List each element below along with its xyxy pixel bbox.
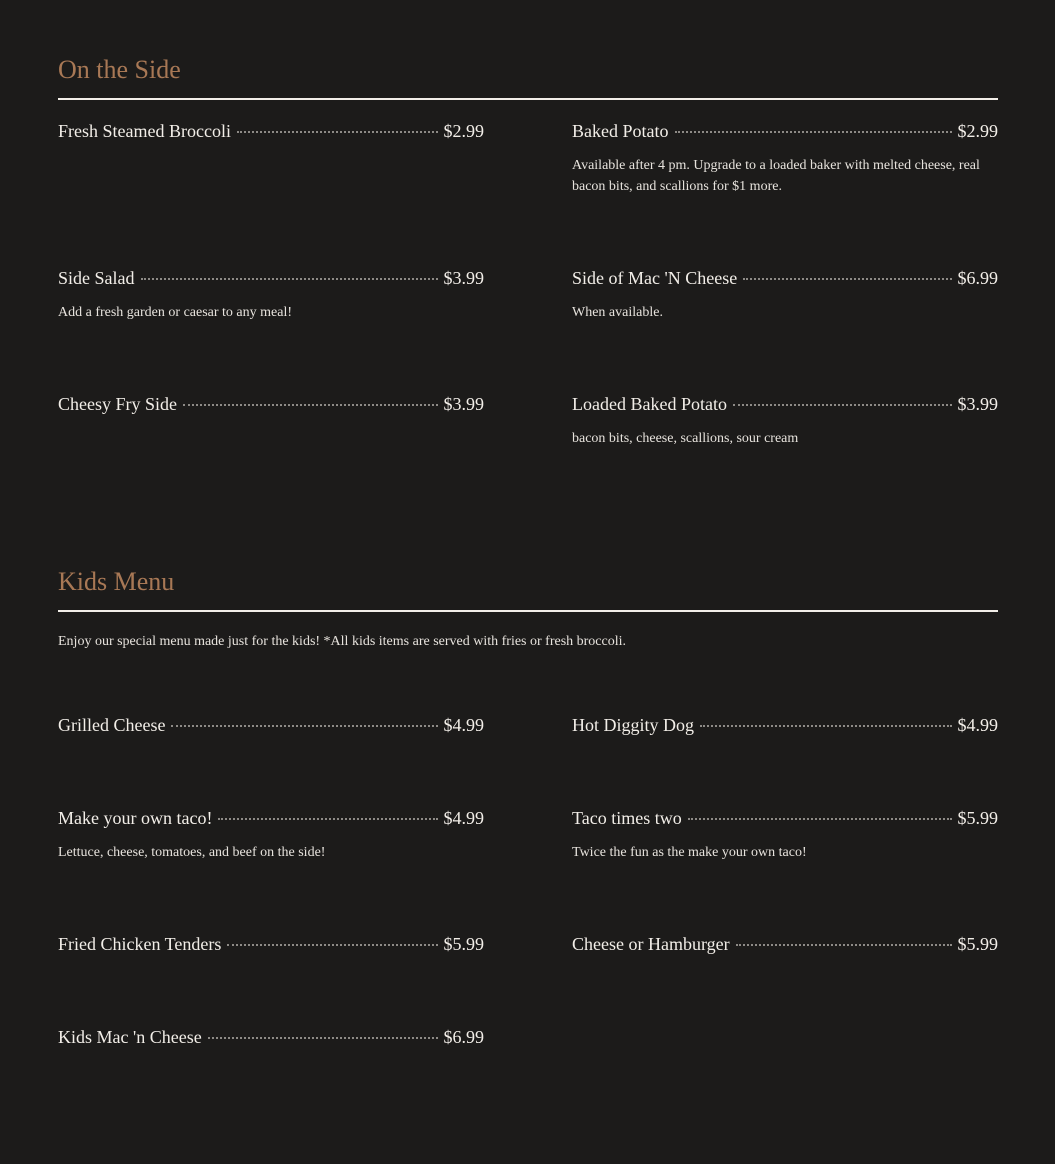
item-description: bacon bits, cheese, scallions, sour cream: [572, 431, 799, 446]
menu-item-baked-potato[interactable]: [572, 121, 998, 197]
kids-intro: Enjoy our special menu made just for the kids! *All kids items are served with fries or fresh broccoli.: [58, 634, 627, 649]
item-description: Add a fresh garden or caesar to any meal!: [58, 305, 293, 320]
item-description: Lettuce, cheese, tomatoes, and beef on the side!: [58, 845, 326, 860]
dot-leader: [183, 404, 438, 406]
menu-item-fresh-steamed-broccoli[interactable]: [58, 121, 484, 145]
menu-item-kids-mac-n-cheese[interactable]: [58, 1027, 484, 1051]
item-name: Make your own taco!: [58, 808, 213, 828]
item-price: $3.99: [957, 394, 998, 414]
menu-item-side-of-mac-n-cheese[interactable]: [572, 268, 998, 323]
item-price: $4.99: [957, 715, 998, 735]
menu-item-taco-times-two[interactable]: [572, 808, 998, 863]
dot-leader: [700, 725, 951, 727]
dot-leader: [733, 404, 952, 406]
dot-leader: [743, 278, 951, 280]
dot-leader: [227, 944, 437, 946]
item-name: Cheesy Fry Side: [58, 394, 177, 414]
item-name: Hot Diggity Dog: [572, 715, 695, 735]
item-description: Available after 4 pm. Upgrade to a loaded baker with melted cheese, real bacon bits, and scallions for $1 more.: [572, 158, 980, 194]
item-name: Baked Potato: [572, 121, 669, 141]
dot-leader: [208, 1037, 438, 1039]
item-name: Grilled Cheese: [58, 715, 166, 735]
dot-leader: [237, 131, 438, 133]
sides-title: On the Side: [58, 55, 181, 84]
item-name: Taco times two: [572, 808, 682, 828]
item-price: $3.99: [443, 268, 484, 288]
sides-section: [58, 55, 998, 485]
item-price: $4.99: [443, 808, 484, 828]
menu-item-side-salad[interactable]: [58, 268, 484, 323]
item-price: $6.99: [443, 1027, 484, 1047]
menu-item-grilled-cheese[interactable]: [58, 715, 484, 739]
menu-item-make-your-own-taco[interactable]: [58, 808, 484, 863]
kids-section: [58, 567, 998, 1087]
item-price: $2.99: [443, 121, 484, 141]
item-price: $5.99: [443, 934, 484, 954]
dot-leader: [141, 278, 438, 280]
menu-item-cheese-or-hamburger[interactable]: [572, 934, 998, 958]
item-name: Kids Mac 'n Cheese: [58, 1027, 202, 1047]
item-price: $3.99: [443, 394, 484, 414]
item-name: Loaded Baked Potato: [572, 394, 727, 414]
dot-leader: [736, 944, 952, 946]
item-name: Side Salad: [58, 268, 135, 288]
item-name: Fried Chicken Tenders: [58, 934, 222, 954]
menu-item-loaded-baked-potato[interactable]: [572, 394, 998, 449]
dot-leader: [675, 131, 952, 133]
item-price: $5.99: [957, 934, 998, 954]
item-name: Fresh Steamed Broccoli: [58, 121, 231, 141]
menu-item-fried-chicken-tenders[interactable]: [58, 934, 484, 958]
sides-divider: [58, 98, 998, 100]
item-description: When available.: [572, 305, 663, 320]
item-price: $4.99: [443, 715, 484, 735]
kids-title: Kids Menu: [58, 567, 175, 596]
dot-leader: [171, 725, 437, 727]
kids-divider: [58, 610, 998, 612]
item-price: $5.99: [957, 808, 998, 828]
item-name: Side of Mac 'N Cheese: [572, 268, 738, 288]
item-description: Twice the fun as the make your own taco!: [572, 845, 807, 860]
item-price: $2.99: [957, 121, 998, 141]
menu-item-cheesy-fry-side[interactable]: [58, 394, 484, 418]
item-price: $6.99: [957, 268, 998, 288]
dot-leader: [688, 818, 952, 820]
item-name: Cheese or Hamburger: [572, 934, 730, 954]
menu-item-hot-diggity-dog[interactable]: [572, 715, 998, 739]
dot-leader: [218, 818, 437, 820]
